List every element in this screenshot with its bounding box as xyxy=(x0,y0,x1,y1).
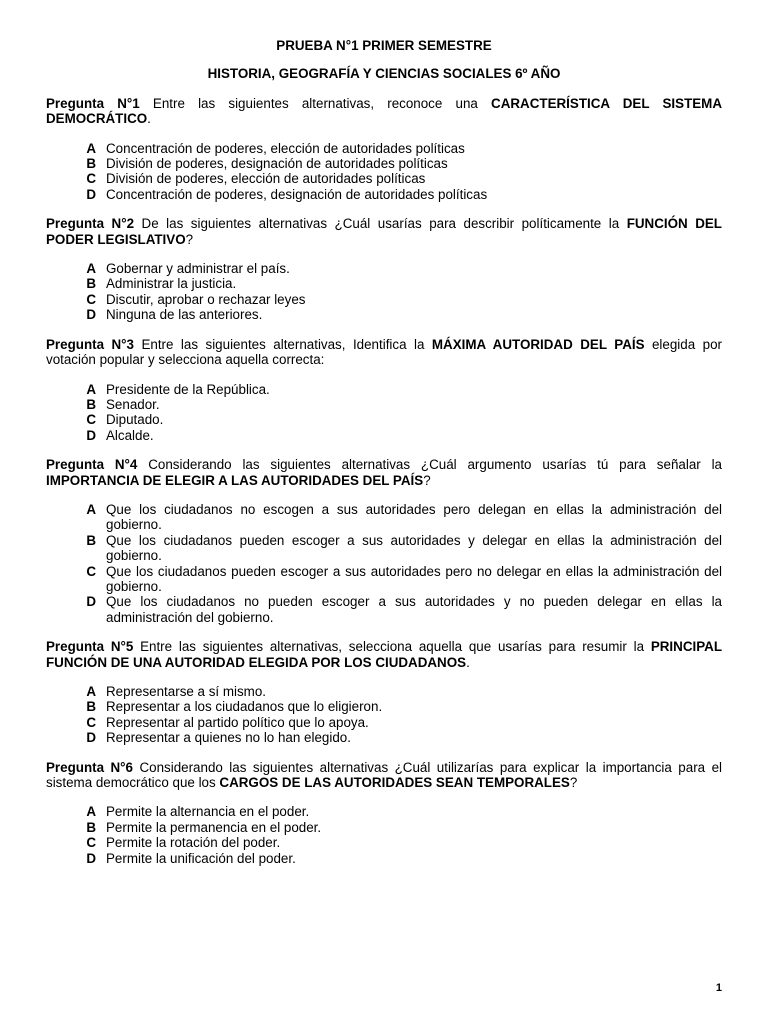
option-text: Concentración de poderes, elección de autoridades políticas xyxy=(106,140,465,156)
option-text: Permite la unificación del poder. xyxy=(106,850,296,866)
option-letter: D xyxy=(86,307,96,323)
option-text: Permite la alternancia en el poder. xyxy=(106,804,310,820)
options-1 xyxy=(46,141,722,203)
option-letter: D xyxy=(86,186,96,202)
question-text: Considerando las siguientes alternativas ¿Cuál utilizarías para explicar la importancia para el sistema democrático que los xyxy=(46,759,722,791)
option-text: Presidente de la República. xyxy=(106,381,270,397)
option-letter: C xyxy=(86,835,96,851)
option-letter: D xyxy=(86,594,96,610)
question-text: Entre las siguientes alternativas, reconoce una xyxy=(139,95,492,111)
option-b[interactable] xyxy=(46,397,722,412)
option-b[interactable] xyxy=(46,533,722,564)
option-letter: B xyxy=(86,532,96,548)
question-label: Pregunta N°5 xyxy=(46,639,134,655)
question-emphasis: PRINCIPAL FUNCIÓN DE UNA AUTORIDAD ELEGIDA POR LOS CIUDADANOS xyxy=(46,639,722,670)
question-emphasis: MÁXIMA AUTORIDAD DEL PAÍS xyxy=(431,336,645,352)
option-c[interactable] xyxy=(46,412,722,427)
option-text: Permite la rotación del poder. xyxy=(106,835,281,851)
option-letter: C xyxy=(86,714,96,730)
options-5 xyxy=(46,684,722,746)
option-c[interactable] xyxy=(46,171,722,186)
option-letter: C xyxy=(86,412,96,428)
option-b[interactable] xyxy=(46,156,722,171)
options-4 xyxy=(46,502,722,625)
option-text: Representar al partido político que lo apoya. xyxy=(106,714,369,730)
option-b[interactable] xyxy=(46,276,722,291)
option-letter: A xyxy=(86,501,96,517)
question-label: Pregunta N°1 xyxy=(46,95,140,111)
option-letter: B xyxy=(86,156,96,172)
question-1 xyxy=(46,96,722,127)
option-c[interactable] xyxy=(46,715,722,730)
question-label: Pregunta N°4 xyxy=(46,457,138,473)
option-text: División de poderes, elección de autoridades políticas xyxy=(106,171,426,187)
question-5 xyxy=(46,639,722,670)
option-letter: A xyxy=(86,261,96,277)
question-emphasis: CARACTERÍSTICA DEL SISTEMA DEMOCRÁTICO xyxy=(46,95,723,127)
option-d[interactable] xyxy=(46,730,722,745)
document-title: PRUEBA N°1 PRIMER SEMESTRE xyxy=(276,38,492,53)
option-c[interactable] xyxy=(46,835,722,850)
option-b[interactable] xyxy=(46,699,722,714)
question-text: Considerando las siguientes alternativas ¿Cuál argumento usarías tú para señalar la xyxy=(137,457,723,473)
option-letter: C xyxy=(86,563,96,579)
question-text-end: . xyxy=(147,111,151,127)
option-letter: C xyxy=(86,171,96,187)
option-text: Representar a los ciudadanos que lo eligieron. xyxy=(106,699,383,715)
question-text-end: . xyxy=(466,654,470,670)
option-text: Que los ciudadanos pueden escoger a sus autoridades y delegar en ellas la administración del gobierno. xyxy=(106,532,722,564)
question-text: Entre las siguientes alternativas, Identifica la xyxy=(133,336,432,352)
question-3 xyxy=(46,337,722,368)
document-page xyxy=(46,38,722,880)
question-text: De las siguientes alternativas ¿Cuál usarías para describir políticamente la xyxy=(134,216,627,232)
option-text: Que los ciudadanos no escogen a sus autoridades pero delegan en ellas la administración del gobierno. xyxy=(106,501,722,533)
option-a[interactable] xyxy=(46,684,722,699)
option-text: Alcalde. xyxy=(106,427,154,443)
option-a[interactable] xyxy=(46,502,722,533)
option-letter: D xyxy=(86,850,96,866)
option-letter: B xyxy=(86,819,96,835)
option-a[interactable] xyxy=(46,141,722,156)
option-d[interactable] xyxy=(46,307,722,322)
option-a[interactable] xyxy=(46,804,722,819)
option-text: Representarse a sí mismo. xyxy=(106,684,267,699)
option-letter: A xyxy=(86,140,96,156)
question-text: Entre las siguientes alternativas, selecciona aquella que usarías para resumir la xyxy=(133,639,651,655)
option-text: Concentración de poderes, designación de autoridades políticas xyxy=(106,186,488,202)
option-c[interactable] xyxy=(46,292,722,307)
option-text: Que los ciudadanos no pueden escoger a sus autoridades y no pueden delegar en ellas la administración del gobierno. xyxy=(106,594,722,625)
option-letter: B xyxy=(86,699,96,715)
question-emphasis: IMPORTANCIA DE ELEGIR A LAS AUTORIDADES DEL PAÍS xyxy=(46,472,424,488)
question-label: Pregunta N°2 xyxy=(46,216,135,232)
option-letter: D xyxy=(86,427,96,443)
question-text-end: ? xyxy=(569,775,578,791)
question-label: Pregunta N°3 xyxy=(46,336,134,352)
question-emphasis: CARGOS DE LAS AUTORIDADES SEAN TEMPORALES xyxy=(219,775,570,791)
option-a[interactable] xyxy=(46,261,722,276)
option-text: Administrar la justicia. xyxy=(106,276,237,292)
question-6 xyxy=(46,760,722,791)
option-letter: A xyxy=(86,381,96,397)
question-4 xyxy=(46,457,722,488)
options-3 xyxy=(46,382,722,444)
option-text: Ninguna de las anteriores. xyxy=(106,307,263,323)
option-text: Discutir, aprobar o rechazar leyes xyxy=(106,291,306,307)
options-6 xyxy=(46,804,722,866)
option-a[interactable] xyxy=(46,382,722,397)
option-text: Que los ciudadanos pueden escoger a sus autoridades pero no delegar en ellas la administración del gobierno. xyxy=(106,563,722,594)
question-label: Pregunta N°6 xyxy=(46,759,133,775)
option-c[interactable] xyxy=(46,564,722,595)
question-2 xyxy=(46,216,722,247)
option-text: Senador. xyxy=(106,396,160,412)
option-letter: B xyxy=(86,276,96,292)
page-number: 1 xyxy=(715,982,722,994)
option-letter: C xyxy=(86,291,96,307)
question-text-end: elegida por votación popular y selecciona aquella correcta: xyxy=(46,336,722,368)
document-subtitle: HISTORIA, GEOGRAFÍA Y CIENCIAS SOCIALES 6º AÑO xyxy=(207,66,561,82)
option-b[interactable] xyxy=(46,820,722,835)
option-letter: D xyxy=(86,730,96,746)
option-d[interactable] xyxy=(46,851,722,866)
option-letter: A xyxy=(86,684,96,699)
option-d[interactable] xyxy=(46,428,722,443)
options-2 xyxy=(46,261,722,323)
question-emphasis: FUNCIÓN DEL PODER LEGISLATIVO xyxy=(46,216,722,247)
question-text-end: ? xyxy=(185,231,194,247)
option-text: División de poderes, designación de autoridades políticas xyxy=(106,156,448,172)
option-d[interactable] xyxy=(46,594,722,625)
option-d[interactable] xyxy=(46,187,722,202)
option-text: Permite la permanencia en el poder. xyxy=(106,819,322,835)
option-text: Representar a quienes no lo han elegido. xyxy=(106,730,351,746)
question-text-end: ? xyxy=(423,472,431,488)
option-letter: A xyxy=(86,804,96,820)
option-text: Diputado. xyxy=(106,412,164,428)
option-text: Gobernar y administrar el país. xyxy=(106,261,290,277)
option-letter: B xyxy=(86,396,96,412)
